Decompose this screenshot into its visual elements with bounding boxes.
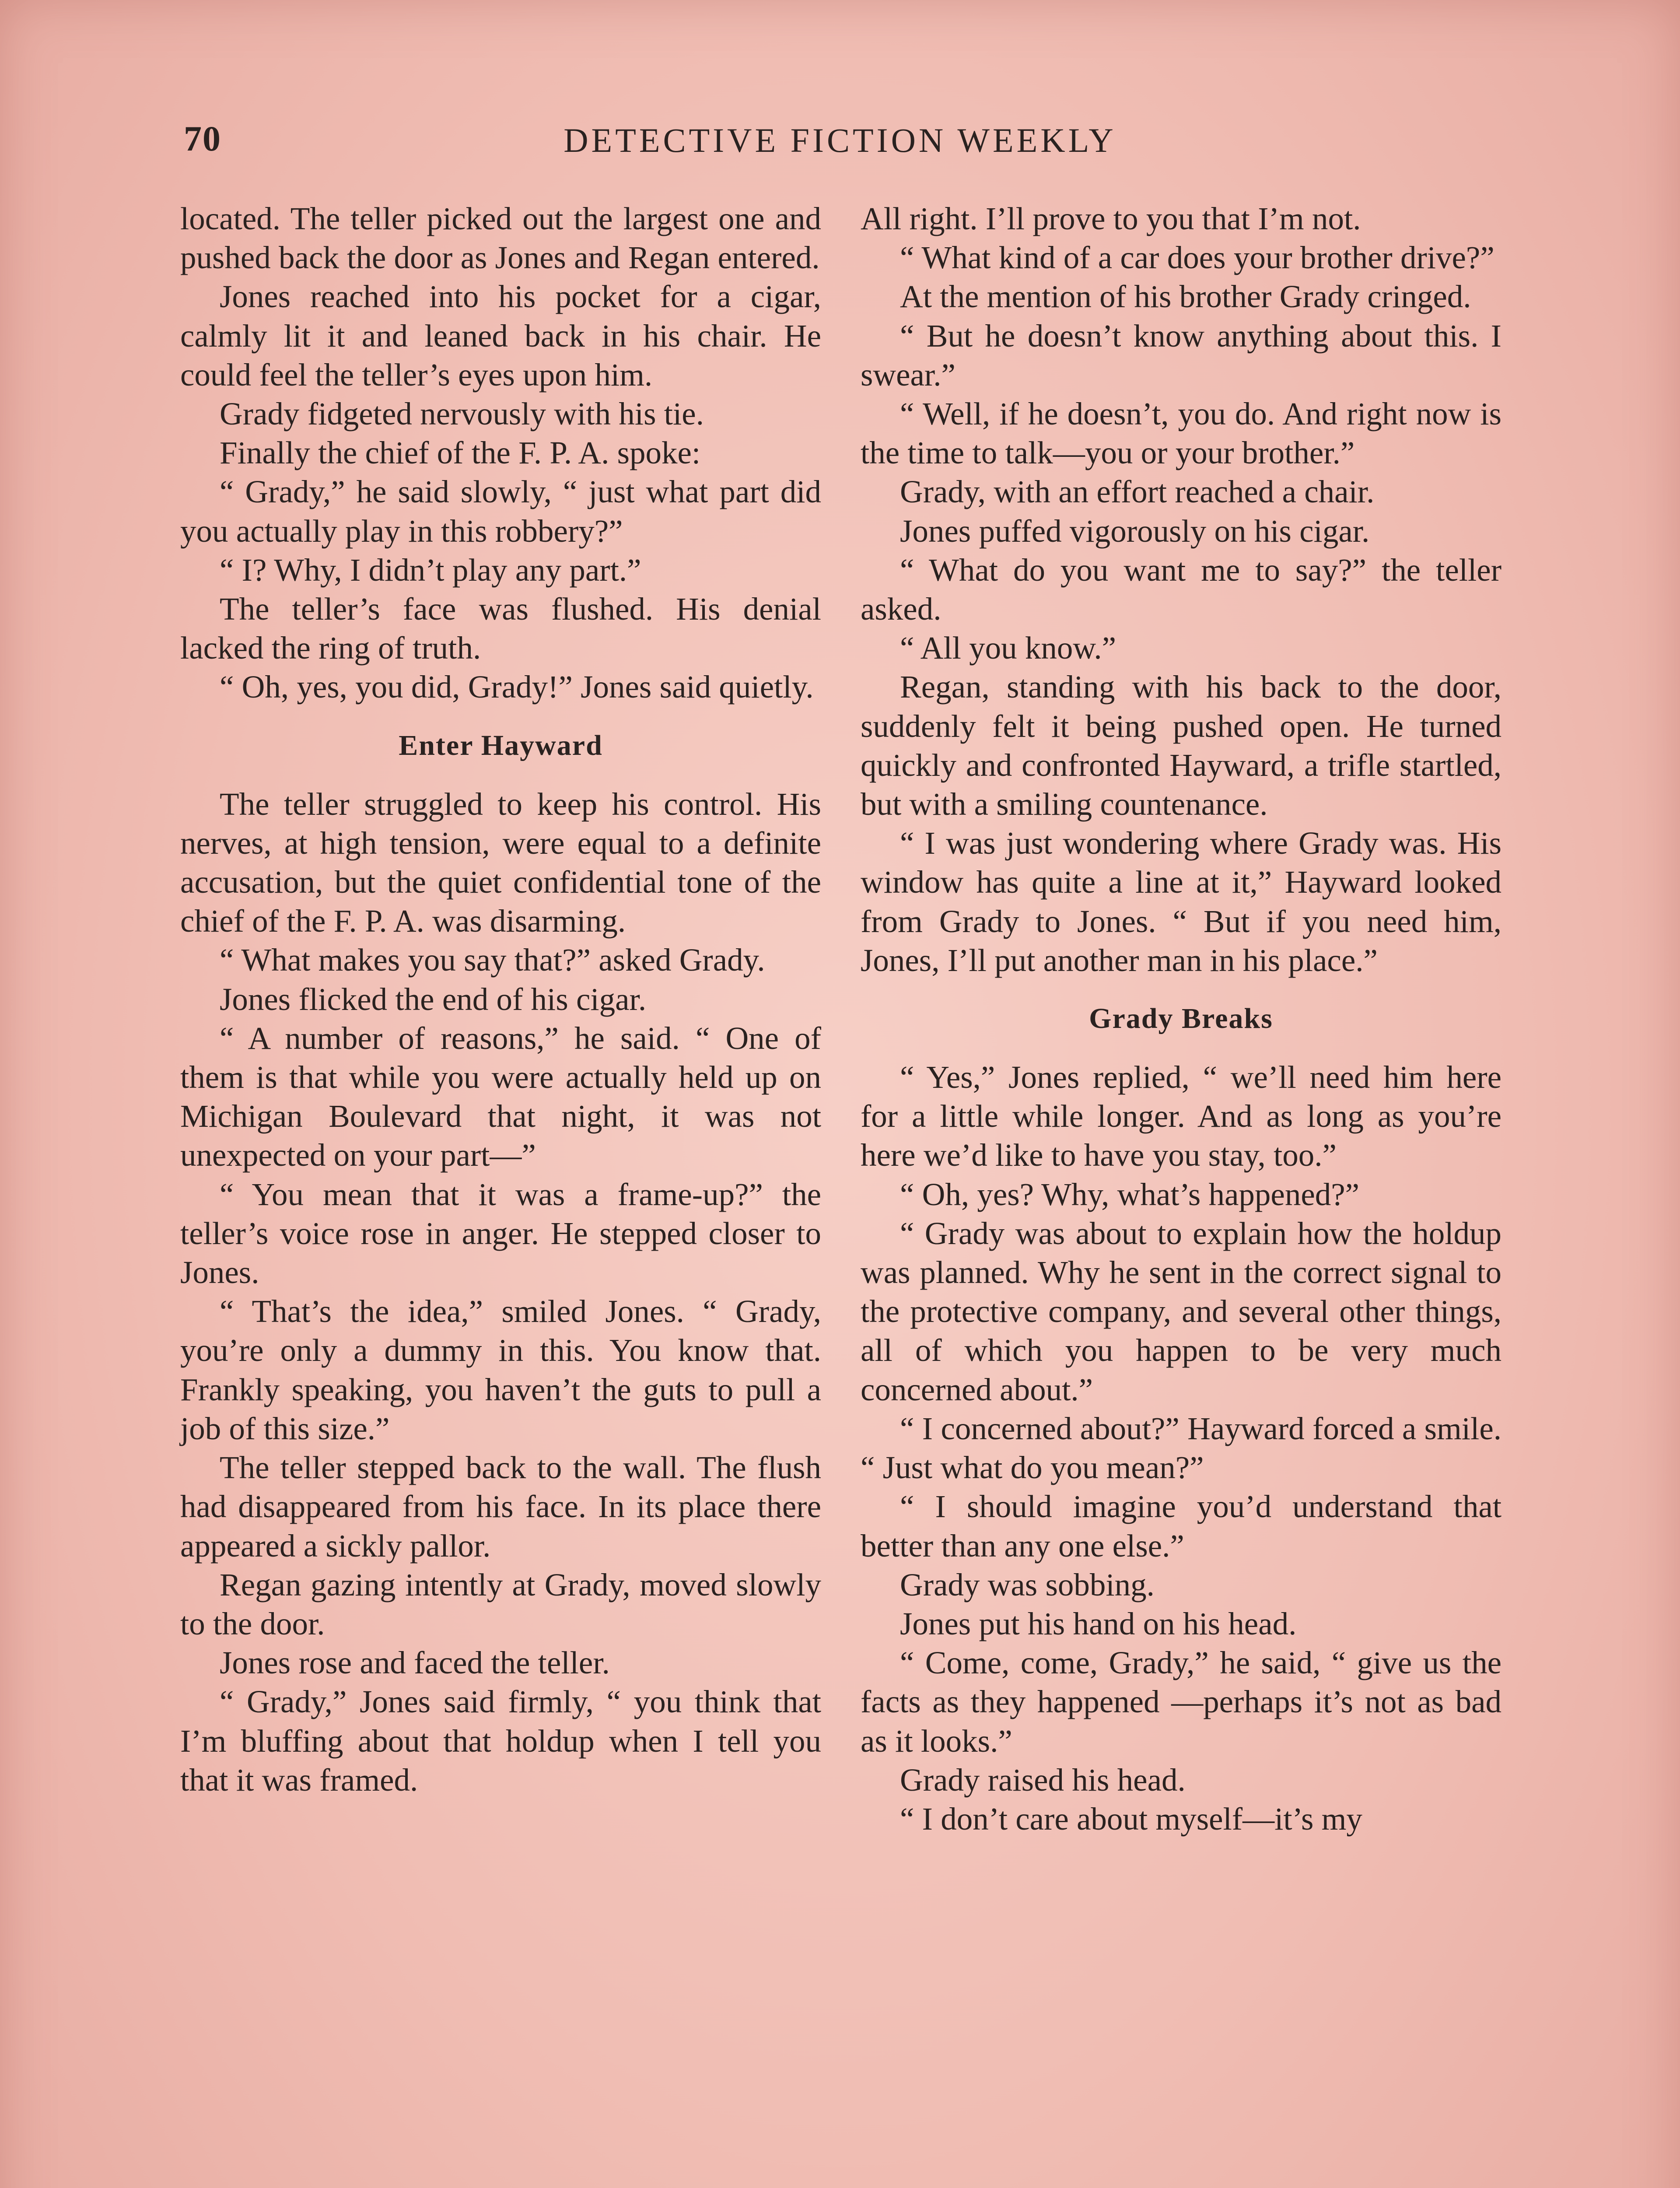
paragraph: “ Well, if he doesn’t, you do. And right now is the time to talk—you or your brother.” xyxy=(861,396,1502,471)
paragraph: located. The teller picked out the largest one and pushed back the door as Jones and Regan entered. xyxy=(180,201,821,276)
running-head: DETECTIVE FICTION WEEKLY xyxy=(564,121,1116,159)
paragraph: “ Grady,” he said slowly, “ just what part did you actually play in this robbery?” xyxy=(180,474,821,549)
right-column xyxy=(861,199,1502,1838)
paragraph: “ I should imagine you’d understand that better than any one else.” xyxy=(861,1489,1502,1564)
paragraph: Grady was sobbing. xyxy=(900,1567,1155,1602)
paragraph: “ I don’t care about myself—it’s my xyxy=(900,1801,1362,1837)
section-heading: Grady Breaks xyxy=(1089,1003,1273,1035)
page-header xyxy=(184,118,1496,171)
paragraph: Jones put his hand on his head. xyxy=(900,1606,1297,1641)
left-column xyxy=(180,199,821,1838)
paragraph: Grady, with an effort reached a chair. xyxy=(900,474,1375,510)
paragraph: “ Oh, yes, you did, Grady!” Jones said quietly. xyxy=(220,669,814,705)
paragraph: “ Yes,” Jones replied, “ we’ll need him here for a little while longer. And as long as you’re here we’d like to have you stay, too.” xyxy=(861,1059,1502,1173)
paragraph: “ What makes you say that?” asked Grady. xyxy=(220,942,765,978)
paragraph: “ All you know.” xyxy=(900,630,1116,666)
paragraph: “ Come, come, Grady,” he said, “ give us the facts as they happened —perhaps it’s not as bad as it looks.” xyxy=(861,1645,1502,1759)
paragraph: “ Oh, yes? Why, what’s happened?” xyxy=(900,1176,1360,1212)
section-heading: Enter Hayward xyxy=(399,729,603,761)
paragraph: Jones puffed vigorously on his cigar. xyxy=(900,513,1370,549)
paragraph: “ I concerned about?” Hayward forced a smile. “ Just what do you mean?” xyxy=(861,1410,1502,1486)
paragraph: The teller struggled to keep his control. His nerves, at high tension, were equal to a definite accusation, but the quiet confidential tone of the chief of the F. P. A. was disarming. xyxy=(180,786,821,939)
paragraph: “ Grady,” Jones said firmly, “ you think that I’m bluffing about that holdup when I tell you that it was framed. xyxy=(180,1684,821,1798)
paragraph: “ I? Why, I didn’t play any part.” xyxy=(220,552,641,588)
paragraph: All right. I’ll prove to you that I’m not. xyxy=(861,201,1361,236)
page-number: 70 xyxy=(184,119,221,158)
paragraph: “ You mean that it was a frame-up?” the teller’s voice rose in anger. He stepped closer to Jones. xyxy=(180,1176,821,1290)
paragraph: “ A number of reasons,” he said. “ One of them is that while you were actually held up on Michigan Boulevard that night, it was not unexpected on your part—” xyxy=(180,1020,821,1173)
paragraph: The teller’s face was flushed. His denial lacked the ring of truth. xyxy=(180,591,821,666)
paragraph: At the mention of his brother Grady cringed. xyxy=(900,279,1471,315)
paragraph: Grady raised his head. xyxy=(900,1762,1186,1798)
paragraph: “ What kind of a car does your brother drive?” xyxy=(900,240,1494,276)
paragraph: “ But he doesn’t know anything about this. I swear.” xyxy=(861,318,1502,393)
paragraph: “ That’s the idea,” smiled Jones. “ Grady, you’re only a dummy in this. You know that. Frankly speaking, you haven’t the guts to pull a job of this size.” xyxy=(180,1294,821,1446)
paragraph: “ Grady was about to explain how the holdup was planned. Why he sent in the correct signal to the protective company, and several other things, all of which you happen to be very much concerned about.” xyxy=(861,1215,1502,1407)
paragraph: Jones reached into his pocket for a cigar, calmly lit it and leaned back in his chair. He could feel the teller’s eyes upon him. xyxy=(180,279,821,393)
paragraph: Grady fidgeted nervously with his tie. xyxy=(220,396,704,432)
paragraph: Regan gazing intently at Grady, moved slowly to the door. xyxy=(180,1567,821,1641)
paragraph: Finally the chief of the F. P. A. spoke: xyxy=(220,435,701,471)
paragraph: Regan, standing with his back to the door, suddenly felt it being pushed open. He turned quickly and confronted Hayward, a trifle startled, but with a smiling countenance. xyxy=(861,669,1502,822)
paragraph: Jones flicked the end of his cigar. xyxy=(220,981,647,1017)
paragraph: “ I was just wondering where Grady was. His window has quite a line at it,” Hayward looked from Grady to Jones. “ But if you need him, Jones, I’ll put another man in his place.” xyxy=(861,825,1502,978)
paragraph: The teller stepped back to the wall. The flush had disappeared from his face. In its place there appeared a sickly pallor. xyxy=(180,1450,821,1564)
text-columns xyxy=(180,199,1502,1838)
paragraph: “ What do you want me to say?” the teller asked. xyxy=(861,552,1502,627)
paragraph: Jones rose and faced the teller. xyxy=(220,1645,610,1681)
